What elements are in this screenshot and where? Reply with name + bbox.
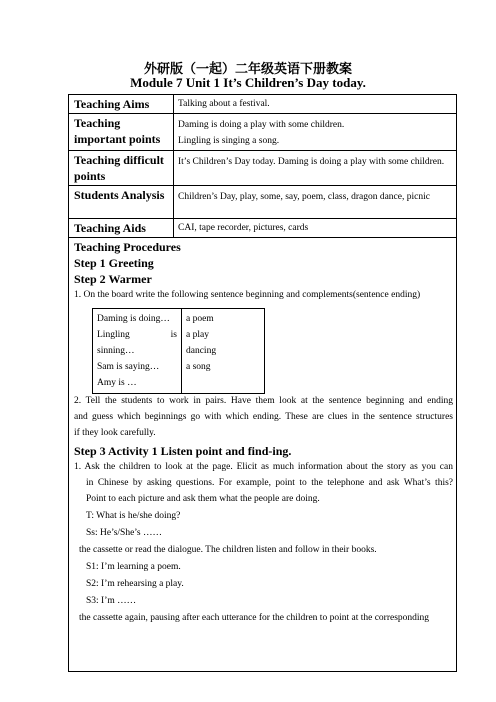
document-title-chinese: 外研版（一起）二年级英语下册教案 bbox=[143, 61, 352, 76]
dialogue-line: S1: I’m learning a poem. bbox=[86, 562, 181, 572]
step-heading: Step 2 Warmer bbox=[74, 272, 152, 286]
beginning-item: Daming is doing… bbox=[97, 314, 170, 324]
sentence-beginnings bbox=[93, 309, 182, 394]
dialogue-line: Ss: He’s/She’s …… bbox=[86, 528, 163, 538]
table-row bbox=[93, 309, 265, 394]
beginning-item: sinning… bbox=[97, 346, 135, 356]
instruction-line: 1. On the board write the following sentence beginning and complements(sentence ending) bbox=[74, 290, 421, 300]
sentence-match-table bbox=[92, 308, 265, 394]
instruction-line: if they look carefully. bbox=[74, 428, 156, 438]
lesson-plan-table bbox=[68, 94, 457, 672]
procedures-heading: Teaching Procedures bbox=[74, 240, 181, 254]
procedures-cell bbox=[69, 238, 457, 672]
dialogue-line: S3: I’m …… bbox=[86, 596, 137, 606]
row-label: Teaching Aids bbox=[69, 219, 174, 238]
ending-item: dancing bbox=[186, 346, 217, 356]
sentence-endings bbox=[182, 309, 265, 394]
row-value bbox=[174, 114, 457, 151]
row-value bbox=[174, 186, 457, 219]
table-row bbox=[69, 238, 457, 672]
table-row bbox=[69, 151, 457, 186]
row-label: Teaching important points bbox=[69, 114, 174, 151]
row-value bbox=[174, 95, 457, 114]
beginning-item: Sam is saying… bbox=[97, 362, 160, 372]
table-row bbox=[69, 95, 457, 114]
procedures-body bbox=[69, 238, 456, 671]
row-value bbox=[174, 151, 457, 186]
value-line: Lingling is singing a song. bbox=[178, 136, 280, 146]
dialogue-line: T: What is he/she doing? bbox=[86, 511, 181, 521]
value-line: Children’s Day, play, some, say, poem, class, dragon dance, picnic bbox=[178, 192, 430, 202]
row-label: Teaching difficult points bbox=[69, 151, 174, 186]
dialogue-line: S2: I’m rehearsing a play. bbox=[86, 579, 184, 589]
ending-item: a play bbox=[186, 330, 209, 340]
row-label: Students Analysis bbox=[69, 186, 174, 219]
instruction-line: and guess which beginnings go with which ending. These are clues in the sentence structures bbox=[74, 412, 453, 422]
value-line: Talking about a festival. bbox=[178, 99, 270, 109]
instruction-line: 1. Ask the children to look at the page. Elicit as much information about the story as you can bbox=[74, 462, 453, 472]
row-value bbox=[174, 219, 457, 238]
instruction-line: 2. Tell the students to work in pairs. Have them look at the sentence beginning and ending bbox=[74, 396, 453, 406]
row-label: Teaching Aims bbox=[69, 95, 174, 114]
document-title-english: Module 7 Unit 1 It’s Children’s Day today. bbox=[130, 75, 366, 90]
ending-item: a poem bbox=[186, 314, 214, 324]
instruction-line: in Chinese by asking questions. For example, point to the telephone and ask What’s this? bbox=[86, 478, 453, 488]
step-heading: Step 3 Activity 1 Listen point and find-ing. bbox=[74, 444, 292, 458]
table-row bbox=[69, 219, 457, 238]
value-line: Daming is doing a play with some children. bbox=[178, 120, 345, 130]
value-line: It’s Children’s Day today. Daming is doing a play with some children. bbox=[178, 157, 445, 167]
ending-item: a song bbox=[186, 362, 211, 372]
beginning-item: Lingling is bbox=[97, 330, 177, 340]
instruction-line: Point to each picture and ask them what the people are doing. bbox=[86, 494, 320, 504]
step-heading: Step 1 Greeting bbox=[74, 256, 154, 270]
table-row bbox=[69, 186, 457, 219]
table-row bbox=[69, 114, 457, 151]
beginning-item: Amy is … bbox=[97, 378, 137, 388]
value-line: CAI, tape recorder, pictures, cards bbox=[178, 223, 309, 233]
instruction-line: the cassette again, pausing after each utterance for the children to point at the corresponding bbox=[79, 613, 430, 623]
instruction-line: the cassette or read the dialogue. The children listen and follow in their books. bbox=[79, 545, 377, 555]
